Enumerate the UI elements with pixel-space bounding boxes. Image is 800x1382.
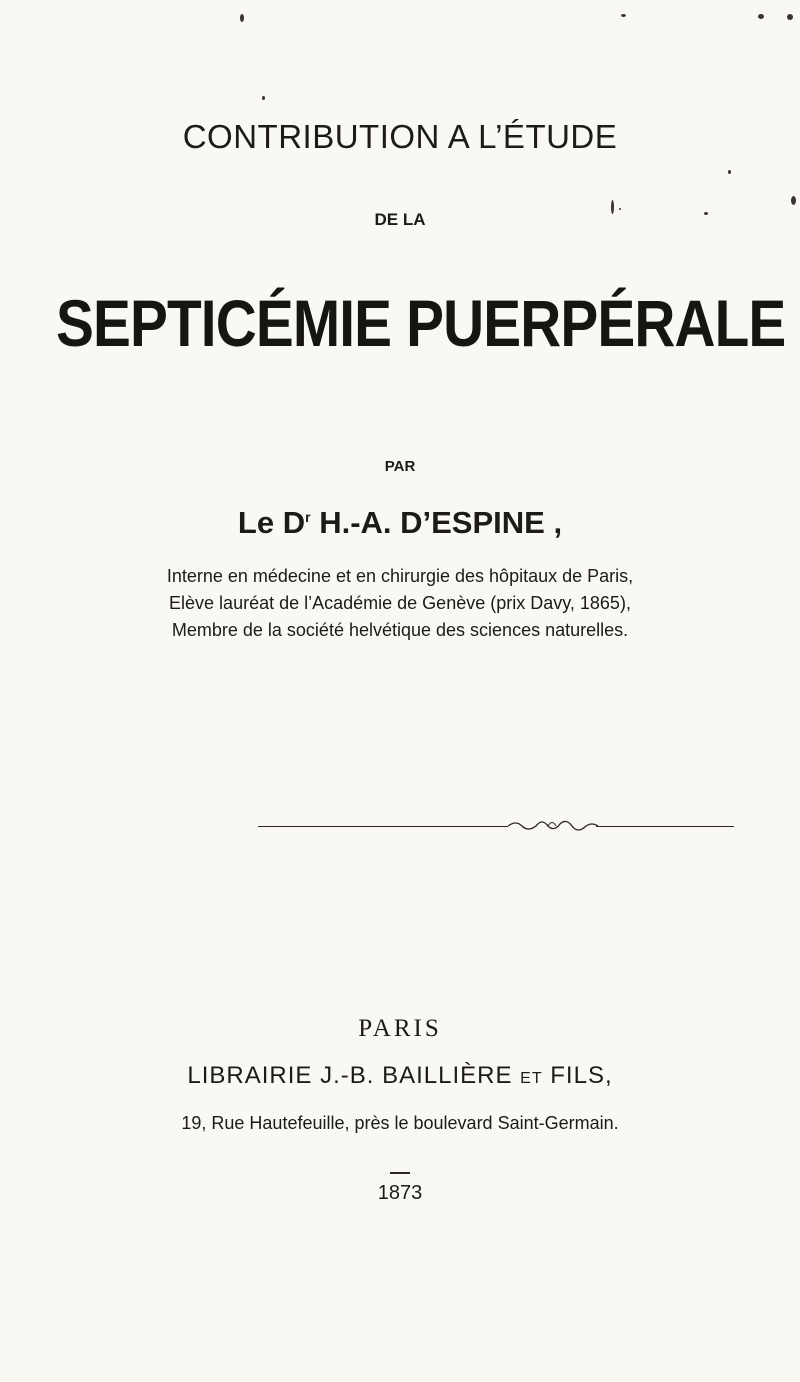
publisher-name: LIBRAIRIE J.-B. BAILLIÈRE — [187, 1062, 513, 1089]
author-prefix-superscript: r — [305, 509, 311, 525]
paper-speck — [728, 170, 731, 174]
publisher-address: 19, Rue Hautefeuille, près le boulevard Saint-Germain. — [181, 1113, 619, 1133]
author-name: H.-A. D’ESPINE , — [319, 505, 563, 540]
par-text: PAR — [384, 458, 416, 475]
de-la-text: DE LA — [374, 210, 426, 229]
divider-rule — [596, 826, 734, 827]
author-bio-line: Membre de la société helvétique des sciences naturelles. — [171, 620, 629, 640]
author-bio-line: Interne en médecine et en chirurgie des hôpitaux de Paris, — [166, 566, 634, 586]
imprint-city: PARIS — [358, 1015, 442, 1042]
paper-speck — [621, 14, 626, 17]
author-bio-line: Elève lauréat de l’Académie de Genève (prix Davy, 1865), — [169, 593, 631, 613]
paper-speck — [704, 212, 708, 215]
paper-speck — [611, 200, 614, 214]
contribution-heading: CONTRIBUTION A L’ÉTUDE — [182, 118, 618, 155]
publisher-et: ET — [520, 1070, 543, 1087]
divider-rule — [258, 826, 508, 827]
publication-year: 1873 — [377, 1182, 423, 1204]
paper-speck — [240, 14, 244, 22]
ornament-flourish — [508, 816, 598, 836]
short-divider — [390, 1172, 410, 1174]
paper-speck — [758, 14, 764, 19]
publisher-line — [0, 1062, 800, 1090]
author-line — [0, 505, 800, 541]
paper-speck — [787, 14, 793, 20]
paper-speck — [262, 96, 265, 100]
main-title: SEPTICÉMIE PUERPÉRALE — [56, 286, 786, 360]
author-prefix: Le D — [237, 505, 306, 540]
paper-speck — [791, 196, 796, 205]
paper-speck — [619, 208, 621, 210]
publisher-fils: FILS, — [550, 1062, 613, 1089]
